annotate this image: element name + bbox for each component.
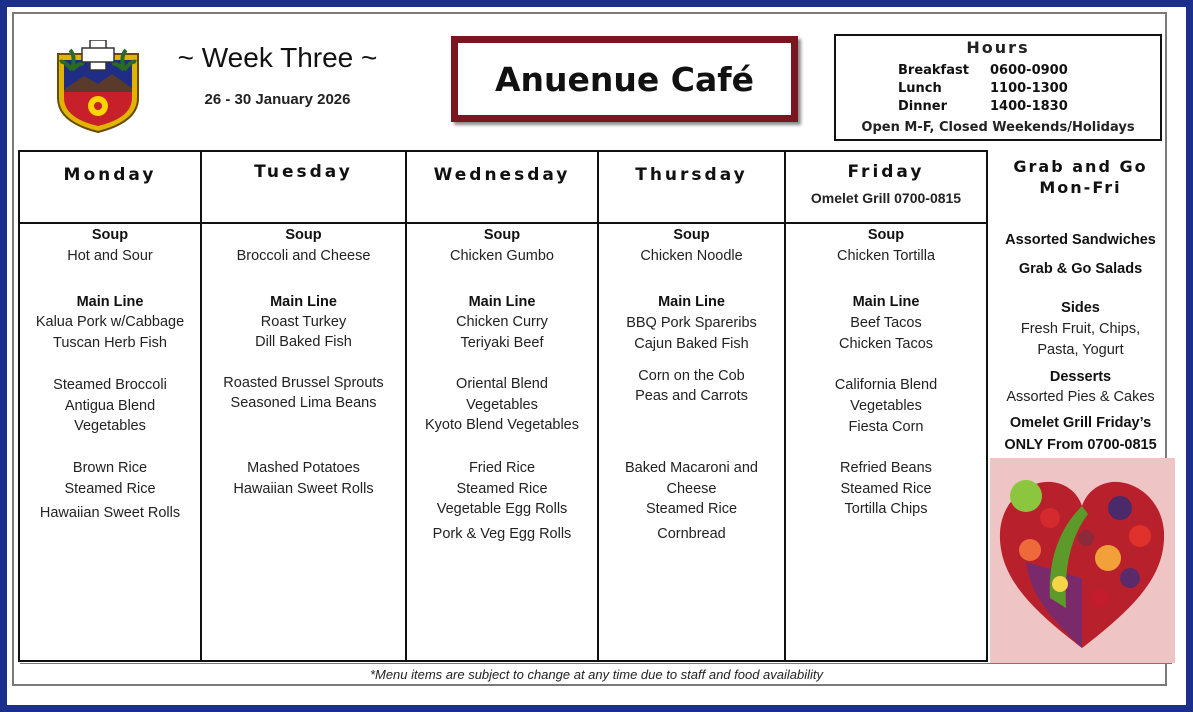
- hours-time: 1100-1300: [990, 81, 1068, 96]
- menu-item: Chicken Gumbo: [450, 248, 554, 264]
- menu-item: Roasted Brussel Sprouts: [223, 375, 384, 391]
- menu-item: Cornbread: [657, 526, 726, 542]
- day-name: Thursday: [635, 165, 748, 185]
- menu-item: Corn on the Cob: [638, 368, 745, 384]
- hours-time: 1400-1830: [990, 99, 1068, 114]
- menu-item: Tortilla Chips: [844, 501, 928, 517]
- menu-item: Steamed Rice: [64, 481, 156, 497]
- menu-item: Oriental Blend: [456, 376, 548, 392]
- menu-item: Pork & Veg Egg Rolls: [432, 526, 572, 542]
- hours-note: Open M-F, Closed Weekends/Holidays: [861, 120, 1135, 135]
- hours-title: Hours: [966, 38, 1030, 57]
- menu-section-heading: Soup: [483, 227, 521, 243]
- week-title: ~ Week Three ~: [177, 42, 378, 73]
- hours-label: Breakfast: [898, 63, 969, 78]
- day-header-thursday: [599, 152, 784, 222]
- cafe-name: Anuenue Café: [458, 43, 791, 115]
- menu-item: Steamed Rice: [645, 501, 738, 517]
- footer-divider: [20, 663, 1172, 664]
- menu-section-heading: Soup: [91, 227, 129, 243]
- day-name: Wednesday: [433, 165, 571, 185]
- menu-section-heading: Main Line: [468, 294, 536, 310]
- menu-section-heading: Main Line: [76, 294, 144, 310]
- grab-and-go-heading: Omelet Grill Friday’s: [1009, 415, 1152, 431]
- day-header-tuesday: [202, 152, 405, 222]
- grab-and-go-title-line: Grab and Go: [1013, 157, 1148, 176]
- grid-bottom-line: [18, 660, 988, 662]
- hours-box: [834, 34, 1162, 141]
- menu-item: Vegetables: [466, 397, 538, 413]
- menu-section-heading: Soup: [673, 227, 710, 243]
- menu-section-heading: Soup: [867, 227, 905, 243]
- week-dates: 26 - 30 January 2026: [204, 91, 351, 108]
- day-header-wednesday: [407, 152, 597, 222]
- fruit-heart-image: [990, 458, 1175, 663]
- menu-item: Vegetables: [850, 398, 922, 414]
- menu-item: Steamed Rice: [840, 481, 932, 497]
- menu-item: Fiesta Corn: [848, 419, 924, 435]
- grab-and-go-item: Pasta, Yogurt: [1037, 342, 1124, 358]
- menu-section-heading: Main Line: [658, 294, 725, 310]
- hours-time: 0600-0900: [990, 63, 1068, 78]
- grid-header-line: [18, 222, 988, 224]
- hours-label: Lunch: [898, 81, 942, 96]
- menu-item: Steamed Rice: [456, 481, 548, 497]
- grab-and-go-heading: Sides: [1061, 300, 1100, 316]
- hours-row-dinner: [898, 99, 1068, 114]
- menu-item: Roast Turkey: [260, 314, 347, 330]
- hours-row-breakfast: [898, 63, 1068, 78]
- menu-item: California Blend: [834, 377, 938, 393]
- menu-item: Hot and Sour: [67, 248, 153, 264]
- menu-item: Brown Rice: [72, 460, 148, 476]
- day-header-friday: [786, 152, 986, 222]
- grab-and-go-panel: [987, 152, 1174, 453]
- day-header-monday: [20, 152, 200, 222]
- grab-and-go-title: [987, 156, 1174, 198]
- day-name: Monday: [63, 165, 157, 185]
- grab-and-go-item: Assorted Pies & Cakes: [1006, 389, 1155, 405]
- grab-and-go-item: Assorted Sandwiches: [1005, 232, 1156, 248]
- menu-item: Cajun Baked Fish: [634, 336, 749, 352]
- menu-item: Kyoto Blend Vegetables: [425, 417, 579, 433]
- footer-note: *Menu items are subject to change at any time due to staff and food availability: [369, 667, 824, 682]
- menu-item: Hawaiian Sweet Rolls: [233, 481, 374, 497]
- menu-item: BBQ Pork Spareribs: [626, 315, 757, 331]
- grab-and-go-item: Fresh Fruit, Chips,: [1020, 321, 1141, 337]
- menu-item: Chicken Curry: [456, 314, 548, 330]
- grab-and-go-title-line: Mon-Fri: [1039, 178, 1122, 197]
- menu-item: Steamed Broccoli: [53, 377, 167, 393]
- grab-and-go-heading: ONLY From 0700-0815: [1004, 437, 1157, 453]
- menu-section-heading: Main Line: [270, 294, 337, 310]
- menu-item: Baked Macaroni and: [625, 460, 758, 476]
- grab-and-go-heading: Desserts: [1049, 369, 1112, 385]
- menu-section-heading: Main Line: [852, 294, 920, 310]
- menu-item: Mashed Potatoes: [247, 460, 360, 476]
- menu-item: Tuscan Herb Fish: [53, 335, 167, 351]
- hours-row-lunch: [898, 81, 1068, 96]
- cafe-name-banner: [451, 36, 798, 122]
- menu-item: Cheese: [666, 481, 717, 497]
- menu-item: Fried Rice: [468, 460, 536, 476]
- menu-item: Dill Baked Fish: [255, 334, 352, 350]
- menu-item: Beef Tacos: [850, 315, 922, 331]
- menu-item: Peas and Carrots: [635, 388, 748, 404]
- day-subtitle: Omelet Grill 0700-0815: [810, 190, 962, 206]
- menu-item: Antigua Blend: [64, 398, 156, 414]
- menu-item: Chicken Tortilla: [836, 248, 936, 264]
- menu-item: Broccoli and Cheese: [236, 248, 371, 264]
- grab-and-go-item: Grab & Go Salads: [1018, 261, 1143, 277]
- day-name: Friday: [847, 162, 925, 182]
- menu-item: Kalua Pork w/Cabbage: [35, 314, 185, 330]
- menu-item: Teriyaki Beef: [460, 335, 544, 351]
- menu-item: Seasoned Lima Beans: [230, 395, 377, 411]
- hours-label: Dinner: [898, 99, 947, 114]
- unit-crest-logo: [52, 40, 144, 134]
- grid-divider: [986, 150, 988, 662]
- menu-section-heading: Soup: [285, 227, 322, 243]
- menu-item: Vegetables: [74, 418, 146, 434]
- menu-item: Vegetable Egg Rolls: [436, 501, 568, 517]
- menu-item: Chicken Tacos: [838, 336, 934, 352]
- menu-item: Hawaiian Sweet Rolls: [39, 505, 181, 521]
- day-name: Tuesday: [254, 162, 353, 182]
- menu-item: Chicken Noodle: [640, 248, 743, 264]
- menu-item: Refried Beans: [840, 460, 932, 476]
